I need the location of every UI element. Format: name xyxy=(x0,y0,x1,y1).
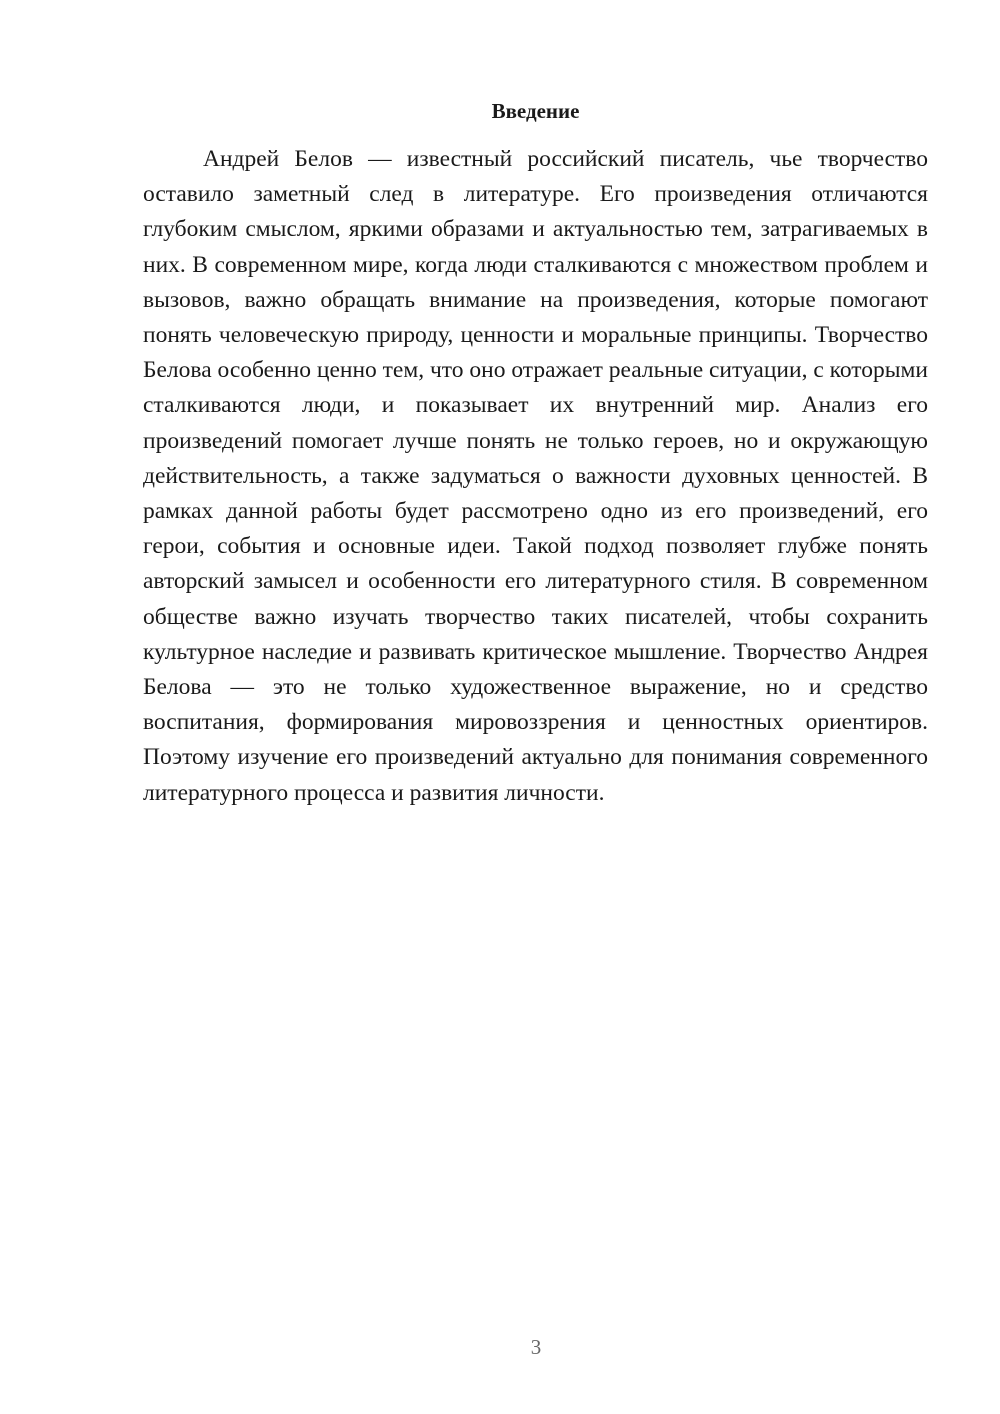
body-paragraph: Андрей Белов — известный российский писатель, чье творчество оставило заметный след в литературе. Его произведения отличаются глубоким смыслом, яркими образами и актуальностью тем, затрагиваемых в них. В современном мире, когда люди сталкиваются с множеством проблем и вызовов, важно обращать внимание на произведения, которые помогают понять человеческую природу, ценности и моральные принципы. Творчество Белова особенно ценно тем, что оно отражает реальные ситуации, с которыми сталкиваются люди, и показывает их внутренний мир. Анализ его произведений помогает лучше понять не только героев, но и окружающую действительность, а также задуматься о важности духовных ценностей. В рамках данной работы будет рассмотрено одно из его произведений, его герои, события и основные идеи. Такой подход позволяет глубже понять авторский замысел и особенности его литературного стиля. В современном обществе важно изучать творчество таких писателей, чтобы сохранить культурное наследие и развивать критическое мышление. Творчество Андрея Белова — это не только художественное выражение, но и средство воспитания, формирования мировоззрения и ценностных ориентиров. Поэтому изучение его произведений актуально для понимания современного литературного процесса и развития личности. xyxy=(143,146,928,806)
section-heading: Введение xyxy=(491,99,580,123)
page-number: 3 xyxy=(530,1335,542,1359)
